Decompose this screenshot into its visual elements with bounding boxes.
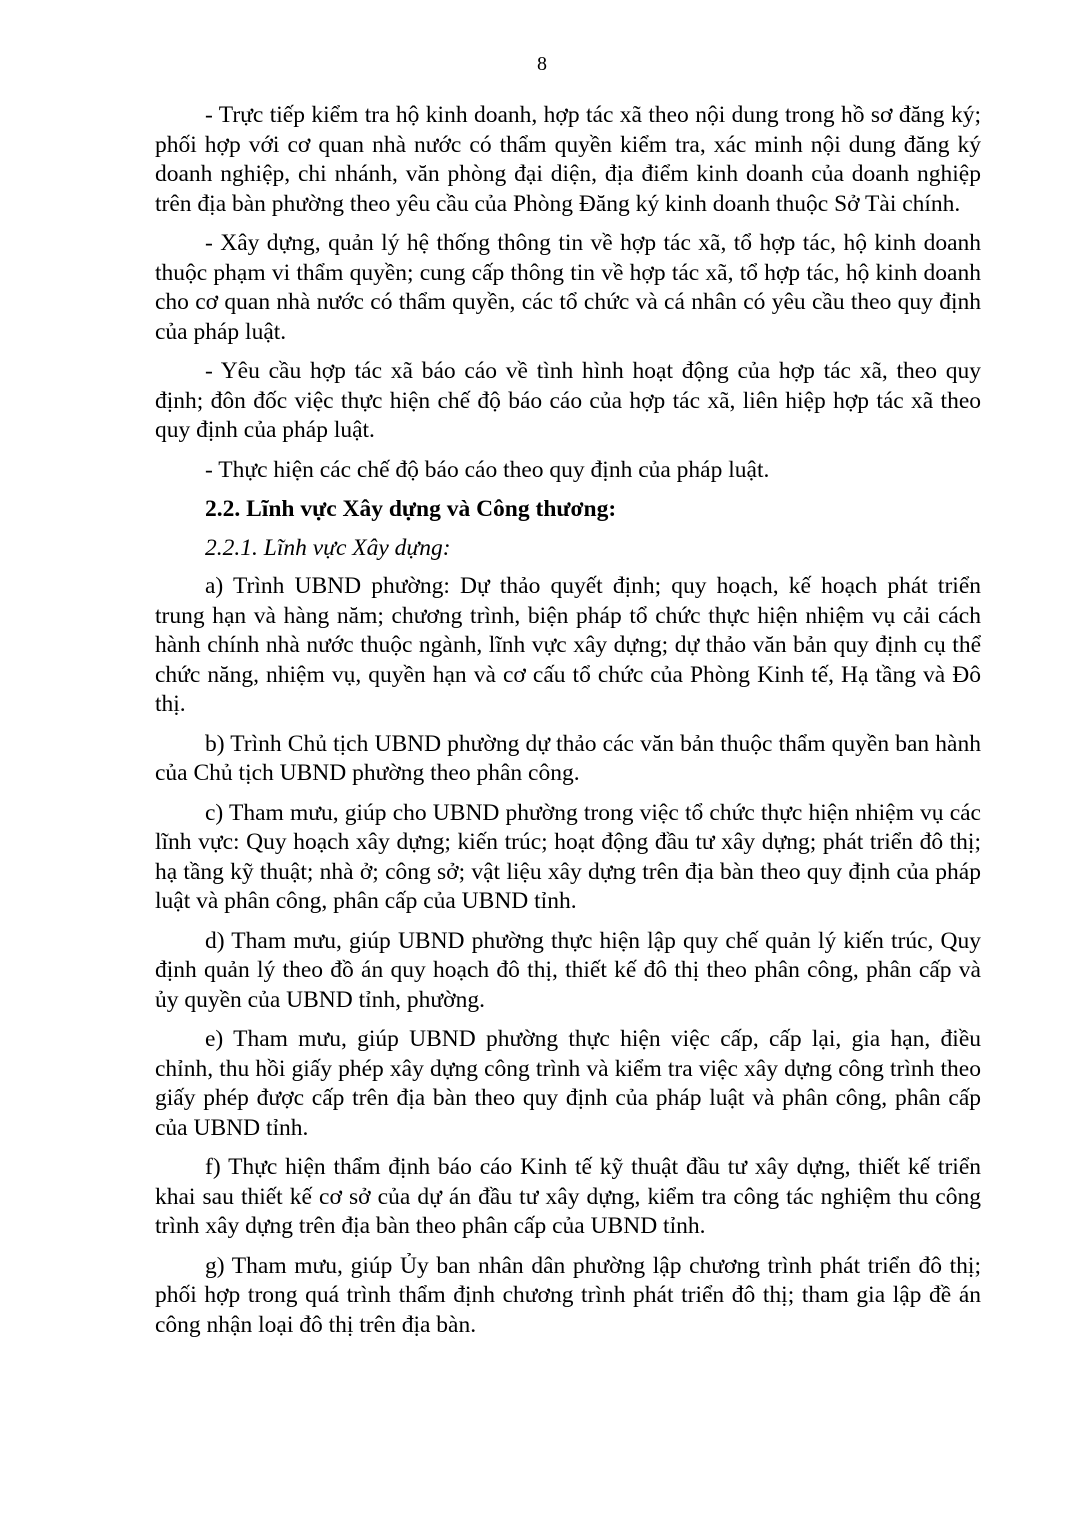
paragraph-item-e: e) Tham mưu, giúp UBND phường thực hiện việc cấp, cấp lại, gia hạn, điều chỉnh, thu hồi giấy phép xây dựng công trình và kiểm tra việc xây dựng công trình theo giấy phép được cấp trên địa bàn theo quy định của pháp luật và phân công, phân cấp của UBND tỉnh. — [155, 1026, 981, 1141]
page-number: 8 — [537, 53, 547, 75]
paragraph-item-f: f) Thực hiện thẩm định báo cáo Kinh tế kỹ thuật đầu tư xây dựng, thiết kế triển khai sau thiết kế cơ sở của dự án đầu tư xây dựng, kiểm tra công tác nghiệm thu công trình xây dựng trên địa bàn theo phân cấp của UBND tỉnh. — [155, 1154, 981, 1239]
section-heading: 2.2. Lĩnh vực Xây dựng và Công thương: — [205, 496, 617, 522]
paragraph-item-g: g) Tham mưu, giúp Ủy ban nhân dân phường lập chương trình phát triển đô thị; phối hợp trong quá trình thẩm định chương trình phát triển đô thị; tham gia lập đề án công nhận loại đô thị trên địa bàn. — [155, 1252, 981, 1338]
paragraph-item-c: c) Tham mưu, giúp cho UBND phường trong việc tổ chức thực hiện nhiệm vụ các lĩnh vực: Quy hoạch xây dựng; kiến trúc; hoạt động đầu tư xây dựng; phát triển đô thị; hạ tầng kỹ thuật; nhà ở; công sở; vật liệu xây dựng trên địa bàn theo quy định của pháp luật và phân công, phân cấp của UBND tỉnh. — [155, 799, 981, 914]
document-body — [155, 101, 981, 1350]
paragraph-item-a: a) Trình UBND phường: Dự thảo quyết định; quy hoạch, kế hoạch phát triển trung hạn và hàng năm; chương trình, biện pháp tổ chức thực hiện nhiệm vụ cải cách hành chính nhà nước thuộc ngành, lĩnh vực xây dựng; dự thảo văn bản quy định cụ thể chức năng, nhiệm vụ, quyền hạn và cơ cấu tổ chức của Phòng Kinh tế, Hạ tầng và Đô thị. — [155, 573, 981, 717]
paragraph-reporting-regime: - Thực hiện các chế độ báo cáo theo quy định của pháp luật. — [205, 456, 770, 483]
paragraph-information-system: - Xây dựng, quản lý hệ thống thông tin về hợp tác xã, tổ hợp tác, hộ kinh doanh thuộc phạm vi thẩm quyền; cung cấp thông tin về hợp tác xã, tổ hợp tác, hộ kinh doanh cho cơ quan nhà nước có thẩm quyền, các tổ chức và cá nhân có yêu cầu theo quy định của pháp luật. — [155, 230, 981, 345]
paragraph-item-d: d) Tham mưu, giúp UBND phường thực hiện lập quy chế quản lý kiến trúc, Quy định quản lý theo đồ án quy hoạch đô thị, thiết kế đô thị theo phân công, phân cấp và ủy quyền của UBND tỉnh, phường. — [155, 927, 981, 1013]
paragraph-item-b: b) Trình Chủ tịch UBND phường dự thảo các văn bản thuộc thẩm quyền ban hành của Chủ tịch UBND phường theo phân công. — [155, 730, 981, 786]
paragraph-cooperative-reporting: - Yêu cầu hợp tác xã báo cáo về tình hình hoạt động của hợp tác xã, theo quy định; đôn đốc việc thực hiện chế độ báo cáo của hợp tác xã, liên hiệp hợp tác xã theo quy định của pháp luật. — [155, 358, 981, 443]
subsection-heading: 2.2.1. Lĩnh vực Xây dựng: — [205, 534, 451, 561]
paragraph-inspection: - Trực tiếp kiểm tra hộ kinh doanh, hợp tác xã theo nội dung trong hồ sơ đăng ký; phối hợp với cơ quan nhà nước có thẩm quyền kiểm tra, xác minh nội dung đăng ký doanh nghiệp, chi nhánh, văn phòng đại diện, địa điểm kinh doanh của doanh nghiệp trên địa bàn phường theo yêu cầu của Phòng Đăng ký kinh doanh thuộc Sở Tài chính. — [155, 102, 981, 217]
